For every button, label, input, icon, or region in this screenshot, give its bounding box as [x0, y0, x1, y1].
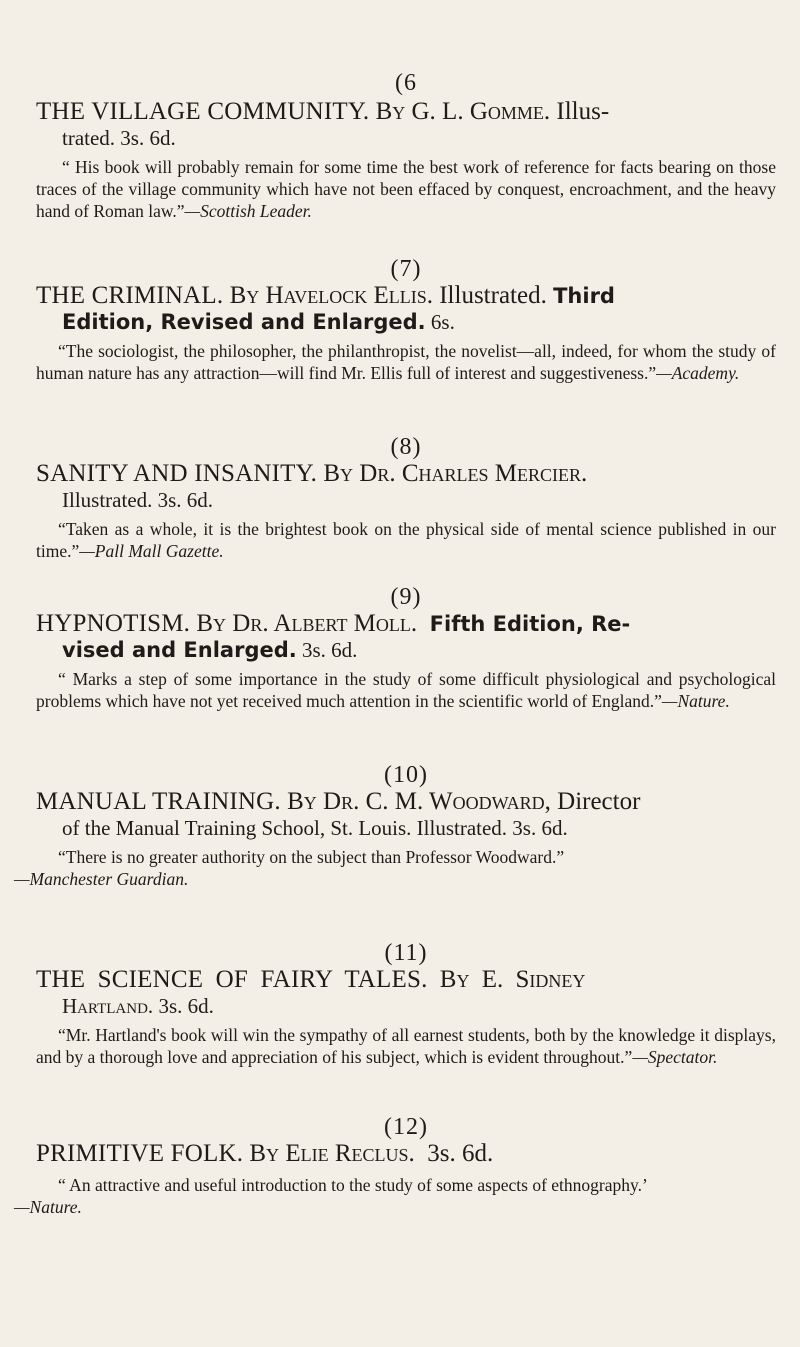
review-quote	[14, 846, 776, 890]
book-title: MANUAL TRAINING.	[36, 788, 281, 815]
entry-heading	[36, 460, 776, 488]
book-title: HYPNOTISM.	[36, 610, 191, 637]
review-source: —Pall Mall Gazette.	[79, 541, 224, 561]
entry-heading	[36, 788, 776, 816]
book-title: SANITY AND INSANITY.	[36, 460, 318, 487]
book-author: By Havelock Ellis.	[229, 282, 433, 309]
price: 3s. 6d.	[427, 1140, 494, 1167]
review-source: —Spectator.	[632, 1047, 718, 1067]
edition-note: Third	[553, 284, 615, 308]
heading-tail: Director	[557, 788, 641, 815]
price: 3s. 6d.	[302, 638, 358, 662]
entry-heading	[36, 282, 776, 310]
review-quote	[36, 340, 776, 384]
book-author: By Elie Reclus.	[249, 1140, 415, 1167]
review-quote	[36, 1024, 776, 1068]
quote-text: “ An attractive and useful introduction to the study of some aspects of ethnography.’	[58, 1175, 648, 1195]
book-entry-primitive-folk	[14, 1114, 776, 1218]
heading-tail: Illus-	[556, 98, 610, 125]
entry-heading	[36, 966, 776, 994]
review-source: —Academy.	[656, 363, 740, 383]
book-title: THE CRIMINAL.	[36, 282, 224, 309]
book-details: of the Manual Training School, St. Louis. Illustrated. 3s. 6d.	[62, 816, 568, 840]
quote-text: “ His book will probably remain for some time the best work of reference for facts bearing on those traces of the village community which have not been effaced by conquest, encroachment, and the heavy hand of Roman law.”	[36, 157, 776, 221]
book-author: By Dr. Charles Mercier.	[323, 460, 588, 487]
quote-text: “Taken as a whole, it is the brightest book on the physical side of mental science published in our time.”	[36, 519, 776, 561]
review-quote	[36, 518, 776, 562]
review-source: —Scottish Leader.	[184, 201, 312, 221]
quote-text: “ Marks a step of some importance in the study of some difficult physiological and psychological problems which have not yet received much attention in the scientific world of England.”	[36, 669, 776, 711]
review-quote	[36, 668, 776, 712]
book-author: Hartland.	[62, 994, 154, 1018]
quote-text: “The sociologist, the philosopher, the philanthropist, the novelist—all, indeed, for whom the study of human nature has any attraction—will find Mr. Ellis full of interest and suggestiveness.”	[36, 341, 776, 383]
book-title: PRIMITIVE FOLK.	[36, 1140, 244, 1167]
review-quote	[36, 156, 776, 222]
entry-heading	[36, 1140, 776, 1168]
entry-number: (10)	[384, 762, 428, 788]
book-entry-criminal	[36, 256, 776, 384]
book-author: By Dr. C. M. Woodward,	[287, 788, 551, 815]
book-entry-fairy-tales	[36, 940, 776, 1068]
book-details: trated. 3s. 6d.	[62, 126, 176, 150]
quote-text: “Mr. Hartland's book will win the sympathy of all earnest students, both by the knowledge it displays, and by a thorough love and appreciation of his subject, which is evident throughout.”	[36, 1025, 776, 1067]
page-number: (6	[395, 70, 417, 96]
review-source: —Nature.	[661, 691, 730, 711]
book-title: THE VILLAGE COMMUNITY.	[36, 98, 370, 125]
book-author: By G. L. Gomme.	[375, 98, 551, 125]
edition-note: Fifth Edition, Re-	[429, 612, 631, 636]
book-entry-hypnotism	[36, 584, 776, 712]
book-author: By Dr. Albert Moll.	[196, 610, 418, 637]
entry-number: (8)	[390, 434, 422, 460]
book-details	[36, 994, 776, 1018]
price: 6s.	[430, 310, 455, 334]
edition-note: vised and Enlarged.	[62, 638, 297, 662]
review-source: —Manchester Guardian.	[14, 869, 189, 889]
book-details	[36, 638, 776, 662]
book-entry-sanity	[36, 434, 776, 562]
review-quote	[14, 1174, 776, 1218]
heading-tail: Illustrated.	[439, 282, 547, 309]
quote-text: “There is no greater authority on the subject than Professor Woodward.”	[58, 847, 565, 867]
book-entry-village-community	[36, 98, 776, 222]
entry-heading	[36, 610, 776, 638]
book-entry-manual-training	[14, 762, 776, 890]
entry-heading	[36, 98, 776, 126]
book-author: By E. Sidney	[439, 966, 586, 993]
review-source: —Nature.	[14, 1197, 82, 1217]
book-title: THE SCIENCE OF FAIRY TALES.	[36, 966, 428, 993]
book-details: Illustrated. 3s. 6d.	[62, 488, 214, 512]
entry-number: (11)	[384, 940, 428, 966]
entry-number: (7)	[390, 256, 422, 282]
entry-number: (12)	[384, 1114, 428, 1140]
price: 3s. 6d.	[158, 994, 214, 1018]
book-details	[36, 310, 776, 334]
entry-number: (9)	[390, 584, 422, 610]
edition-note: Edition, Revised and Enlarged.	[62, 310, 426, 334]
